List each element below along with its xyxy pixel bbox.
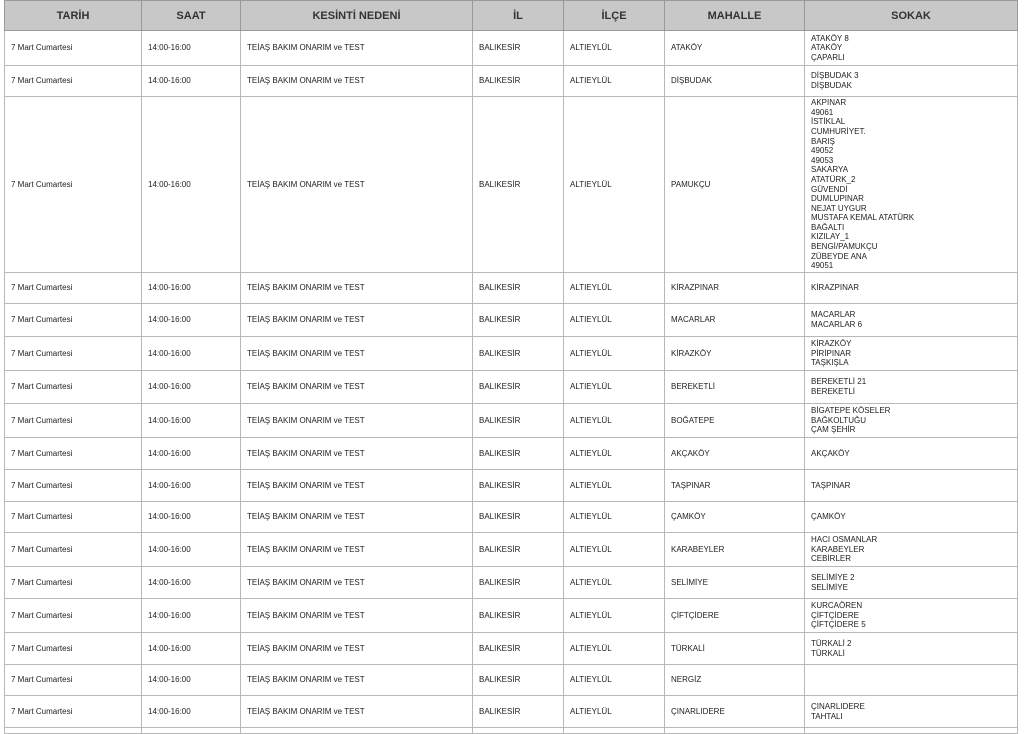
empty-cell [241,728,473,734]
sokak-line: AKÇAKÖY [811,448,850,458]
cell-il: BALIKESİR [473,404,564,438]
table-row [5,533,1018,567]
cell-sokak [805,665,1018,696]
cell-ilce: ALTIEYLÜL [564,304,665,337]
cell-saat: 14:00-16:00 [142,438,241,470]
cell-saat: 14:00-16:00 [142,502,241,533]
cell-saat: 14:00-16:00 [142,533,241,567]
outage-table [4,0,1018,734]
sokak-line: BEREKETLİ 21 [811,377,867,387]
cell-tarih: 7 Mart Cumartesi [5,599,142,633]
cell-il: BALIKESİR [473,66,564,97]
cell-ilce: ALTIEYLÜL [564,502,665,533]
cell-il: BALIKESİR [473,470,564,502]
cell-sokak [805,502,1018,533]
cell-saat: 14:00-16:00 [142,599,241,633]
header-il: İL [473,1,564,31]
cell-mahalle: KİRAZKÖY [665,337,805,371]
cell-saat: 14:00-16:00 [142,273,241,304]
cell-kesinti-nedeni: TEİAŞ BAKIM ONARIM ve TEST [241,665,473,696]
cell-mahalle: ATAKÖY [665,31,805,66]
table-row [5,470,1018,502]
cell-il: BALIKESİR [473,371,564,404]
cell-sokak [805,97,1018,273]
cell-tarih: 7 Mart Cumartesi [5,665,142,696]
table-row [5,696,1018,728]
sokak-line: ZÜBEYDE ANA [811,251,868,261]
cell-ilce: ALTIEYLÜL [564,337,665,371]
table-row [5,567,1018,599]
sokak-line: BAĞKOLTUĞU [811,415,866,425]
sokak-line: ÇİFTÇİDERE [811,610,859,620]
cell-kesinti-nedeni: TEİAŞ BAKIM ONARIM ve TEST [241,438,473,470]
sokak-line: AKPINAR [811,98,847,108]
header-kesinti-nedeni: KESİNTİ NEDENİ [241,1,473,31]
cell-il: BALIKESİR [473,502,564,533]
cell-kesinti-nedeni: TEİAŞ BAKIM ONARIM ve TEST [241,567,473,599]
sokak-line: ÇINARLIDERE [811,701,865,711]
cell-mahalle: ÇAMKÖY [665,502,805,533]
cell-sokak [805,696,1018,728]
table-row [5,304,1018,337]
table-row [5,665,1018,696]
cell-il: BALIKESİR [473,533,564,567]
cell-il: BALIKESİR [473,599,564,633]
sokak-line: 49051 [811,261,834,271]
cell-kesinti-nedeni: TEİAŞ BAKIM ONARIM ve TEST [241,66,473,97]
sokak-line: DİŞBUDAK [811,81,852,90]
sokak-line: SAKARYA [811,165,849,175]
cell-kesinti-nedeni: TEİAŞ BAKIM ONARIM ve TEST [241,533,473,567]
cell-saat: 14:00-16:00 [142,31,241,66]
table-row [5,633,1018,665]
cell-il: BALIKESİR [473,337,564,371]
empty-cell [564,728,665,734]
cell-mahalle: DİŞBUDAK [665,66,805,97]
cell-mahalle: NERGİZ [665,665,805,696]
sokak-line: CUMHURİYET. [811,126,866,136]
cell-tarih: 7 Mart Cumartesi [5,696,142,728]
cell-tarih: 7 Mart Cumartesi [5,533,142,567]
empty-cell [142,728,241,734]
sokak-line: KIZILAY_1 [811,232,850,242]
empty-cell [805,728,1018,734]
table-row [5,97,1018,273]
cell-kesinti-nedeni: TEİAŞ BAKIM ONARIM ve TEST [241,337,473,371]
sokak-line: DİŞBUDAK 3 [811,71,859,81]
sokak-line: SELİMİYE 2 [811,572,855,582]
cell-mahalle: TÜRKALİ [665,633,805,665]
cell-kesinti-nedeni: TEİAŞ BAKIM ONARIM ve TEST [241,696,473,728]
cell-saat: 14:00-16:00 [142,470,241,502]
cell-sokak [805,337,1018,371]
table-row [5,273,1018,304]
cell-ilce: ALTIEYLÜL [564,533,665,567]
table-row [5,66,1018,97]
cell-mahalle: AKÇAKÖY [665,438,805,470]
cell-tarih: 7 Mart Cumartesi [5,371,142,404]
sokak-line: BARIŞ [811,136,836,146]
sokak-line: PİRİPINAR [811,348,852,358]
cell-ilce: ALTIEYLÜL [564,696,665,728]
cell-sokak [805,567,1018,599]
cell-kesinti-nedeni: TEİAŞ BAKIM ONARIM ve TEST [241,404,473,438]
cell-kesinti-nedeni: TEİAŞ BAKIM ONARIM ve TEST [241,599,473,633]
cell-kesinti-nedeni: TEİAŞ BAKIM ONARIM ve TEST [241,273,473,304]
header-sokak: SOKAK [805,1,1018,31]
cell-kesinti-nedeni: TEİAŞ BAKIM ONARIM ve TEST [241,97,473,273]
sokak-line: TÜRKALİ [811,648,845,658]
cell-il: BALIKESİR [473,438,564,470]
cell-ilce: ALTIEYLÜL [564,470,665,502]
cell-sokak [805,470,1018,502]
cell-il: BALIKESİR [473,97,564,273]
cell-tarih: 7 Mart Cumartesi [5,404,142,438]
cell-mahalle: PAMUKÇU [665,97,805,273]
sokak-line: TAHTALI [811,711,843,721]
sokak-line: KARABEYLER [811,544,865,554]
sokak-line: 49053 [811,155,834,165]
cell-tarih: 7 Mart Cumartesi [5,66,142,97]
sokak-line: ATATÜRK_2 [811,174,856,184]
sokak-line: SELİMİYE [811,582,848,592]
sokak-line: TAŞPINAR [811,480,851,490]
table-row-partial [5,728,1018,734]
cell-sokak [805,31,1018,66]
cell-saat: 14:00-16:00 [142,567,241,599]
cell-sokak [805,371,1018,404]
cell-mahalle: MACARLAR [665,304,805,337]
sokak-line: ATAKÖY 8 [811,33,849,43]
cell-mahalle: TAŞPINAR [665,470,805,502]
cell-saat: 14:00-16:00 [142,696,241,728]
cell-il: BALIKESİR [473,304,564,337]
sokak-line: DUMLUPINAR [811,194,864,204]
cell-tarih: 7 Mart Cumartesi [5,633,142,665]
cell-il: BALIKESİR [473,696,564,728]
sokak-line: BEREKETLİ [811,387,856,396]
cell-ilce: ALTIEYLÜL [564,97,665,273]
empty-cell [5,728,142,734]
cell-ilce: ALTIEYLÜL [564,438,665,470]
sokak-line: HACI OSMANLAR [811,535,878,545]
table-row [5,337,1018,371]
cell-ilce: ALTIEYLÜL [564,31,665,66]
cell-il: BALIKESİR [473,31,564,66]
cell-kesinti-nedeni: TEİAŞ BAKIM ONARIM ve TEST [241,633,473,665]
sokak-line: ATAKÖY [811,43,843,53]
table-row [5,502,1018,533]
cell-tarih: 7 Mart Cumartesi [5,273,142,304]
cell-mahalle: SELİMİYE [665,567,805,599]
cell-tarih: 7 Mart Cumartesi [5,337,142,371]
cell-sokak [805,599,1018,633]
table-row [5,404,1018,438]
header-saat: SAAT [142,1,241,31]
table-row [5,31,1018,66]
table-body [5,31,1018,734]
cell-sokak [805,273,1018,304]
cell-sokak [805,304,1018,337]
sokak-line: BENGİ/PAMUKÇU [811,242,878,252]
cell-sokak [805,533,1018,567]
sokak-line: ÇİFTÇİDERE 5 [811,620,866,630]
sokak-line: KİRAZPINAR [811,283,860,293]
cell-tarih: 7 Mart Cumartesi [5,502,142,533]
cell-saat: 14:00-16:00 [142,97,241,273]
sokak-line: ÇAPARLI [811,52,845,62]
sokak-line: TÜRKALİ 2 [811,638,852,648]
cell-tarih: 7 Mart Cumartesi [5,470,142,502]
cell-saat: 14:00-16:00 [142,633,241,665]
cell-kesinti-nedeni: TEİAŞ BAKIM ONARIM ve TEST [241,502,473,533]
cell-ilce: ALTIEYLÜL [564,567,665,599]
cell-sokak [805,66,1018,97]
table-row [5,599,1018,633]
empty-cell [665,728,805,734]
empty-cell [473,728,564,734]
cell-tarih: 7 Mart Cumartesi [5,31,142,66]
cell-il: BALIKESİR [473,633,564,665]
header-tarih: TARİH [5,1,142,31]
cell-saat: 14:00-16:00 [142,404,241,438]
table-row [5,371,1018,404]
sokak-line: CEBİRLER [811,554,852,564]
sokak-line: TAŞKIŞLA [811,358,849,368]
sokak-line: MACARLAR 6 [811,320,863,329]
cell-ilce: ALTIEYLÜL [564,633,665,665]
cell-mahalle: KARABEYLER [665,533,805,567]
cell-il: BALIKESİR [473,567,564,599]
sokak-line: BAĞALTI [811,222,845,232]
cell-saat: 14:00-16:00 [142,337,241,371]
cell-ilce: ALTIEYLÜL [564,599,665,633]
cell-il: BALIKESİR [473,273,564,304]
sokak-line: MUSTAFA KEMAL ATATÜRK [811,213,915,223]
cell-saat: 14:00-16:00 [142,371,241,404]
sokak-line: ÇAM ŞEHİR [811,425,856,435]
sokak-line: 49052 [811,146,834,156]
sokak-line: BİGATEPE KÖSELER [811,406,891,416]
cell-kesinti-nedeni: TEİAŞ BAKIM ONARIM ve TEST [241,371,473,404]
cell-mahalle: ÇINARLIDERE [665,696,805,728]
cell-sokak [805,633,1018,665]
cell-ilce: ALTIEYLÜL [564,273,665,304]
sokak-line: 49061 [811,107,834,117]
cell-mahalle: ÇİFTÇİDERE [665,599,805,633]
cell-mahalle: BEREKETLİ [665,371,805,404]
cell-kesinti-nedeni: TEİAŞ BAKIM ONARIM ve TEST [241,304,473,337]
cell-mahalle: KİRAZPINAR [665,273,805,304]
sokak-line: MACARLAR [811,310,856,320]
cell-sokak [805,404,1018,438]
cell-tarih: 7 Mart Cumartesi [5,304,142,337]
sokak-line: İSTİKLAL [811,117,846,127]
table-row [5,438,1018,470]
header-ilce: İLÇE [564,1,665,31]
sokak-line: KURCAÖREN [811,601,863,611]
cell-kesinti-nedeni: TEİAŞ BAKIM ONARIM ve TEST [241,31,473,66]
cell-saat: 14:00-16:00 [142,304,241,337]
cell-il: BALIKESİR [473,665,564,696]
cell-sokak [805,438,1018,470]
cell-kesinti-nedeni: TEİAŞ BAKIM ONARIM ve TEST [241,470,473,502]
header-mahalle: MAHALLE [665,1,805,31]
sokak-line: GÜVENDİ [811,184,848,194]
header-row [5,1,1018,31]
cell-ilce: ALTIEYLÜL [564,66,665,97]
cell-saat: 14:00-16:00 [142,66,241,97]
sokak-line: KİRAZKÖY [811,339,852,349]
cell-tarih: 7 Mart Cumartesi [5,97,142,273]
cell-ilce: ALTIEYLÜL [564,665,665,696]
cell-ilce: ALTIEYLÜL [564,371,665,404]
cell-mahalle: BOĞATEPE [665,404,805,438]
cell-tarih: 7 Mart Cumartesi [5,438,142,470]
sokak-line: NEJAT UYGUR [811,203,867,213]
cell-ilce: ALTIEYLÜL [564,404,665,438]
cell-saat: 14:00-16:00 [142,665,241,696]
sokak-line: ÇAMKÖY [811,512,846,522]
cell-tarih: 7 Mart Cumartesi [5,567,142,599]
